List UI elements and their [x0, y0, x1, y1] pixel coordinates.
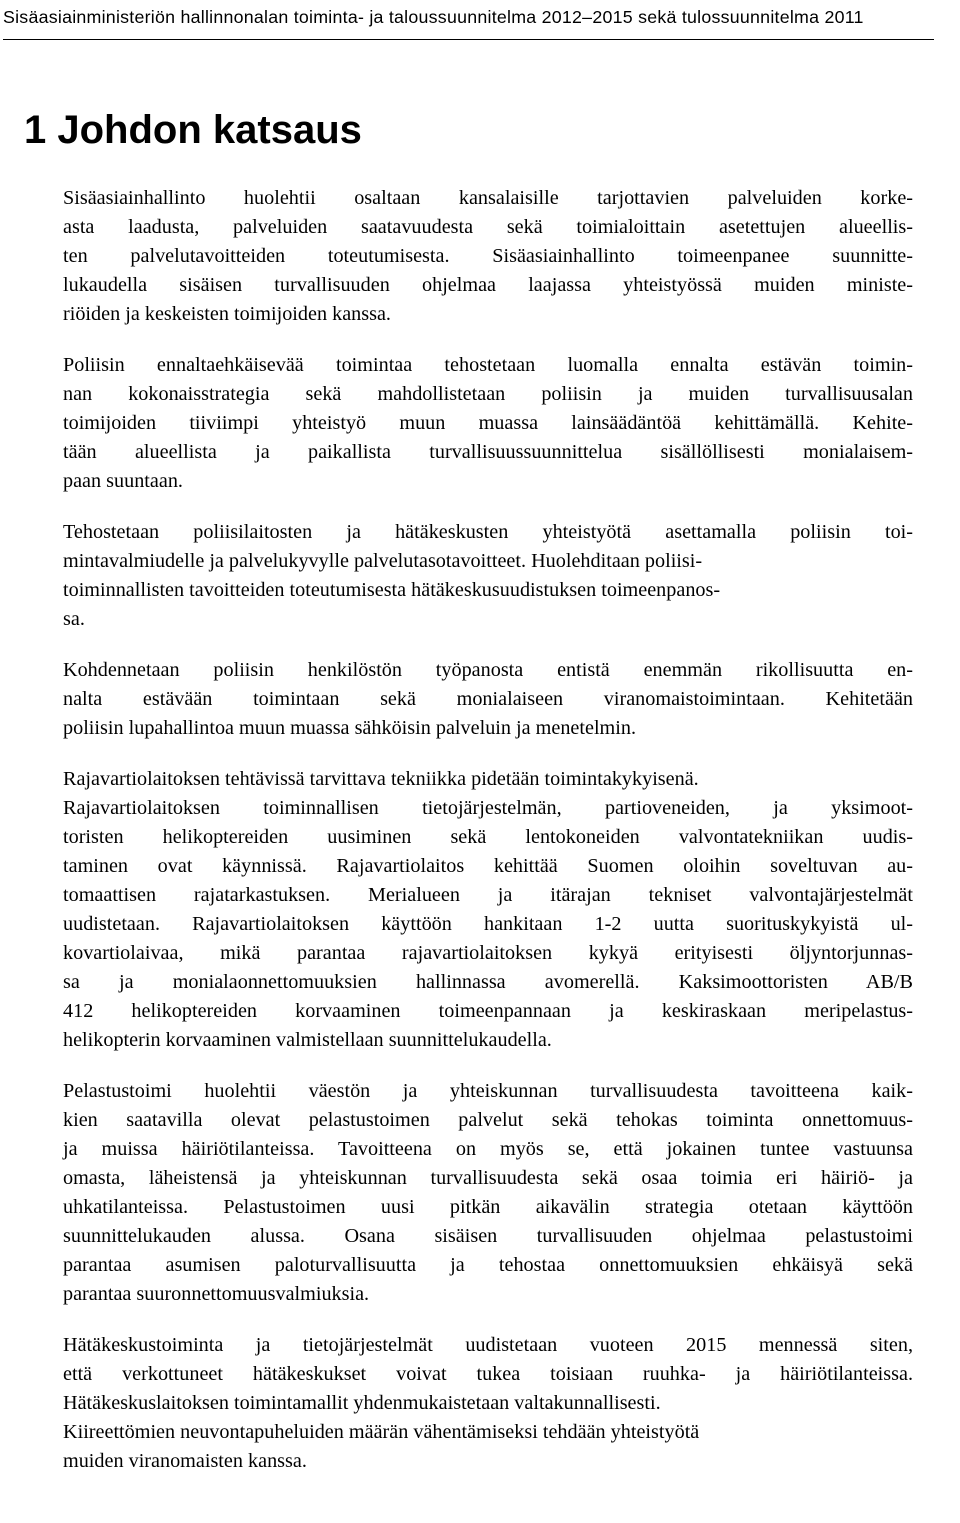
text-line: ten palvelutavoitteiden toteutumisesta. Sisäasiainhallinto toimeenpanee suunnitte- [63, 245, 913, 267]
text-line: paan suuntaan. [63, 470, 183, 492]
body-paragraph [63, 656, 913, 743]
text-line: omasta, läheistensä ja yhteiskunnan turvallisuudesta sekä osaa toimia eri häiriö- ja [63, 1167, 913, 1189]
text-line: Rajavartiolaitoksen tehtävissä tarvittava tekniikka pidetään toimintakykyisenä. [63, 768, 699, 790]
text-line: toimijoiden tiiviimpi yhteistyö muun muassa lainsäädäntöä kehittämällä. Kehite- [63, 412, 913, 434]
running-header: Sisäasiainministeriön hallinnonalan toiminta- ja taloussuunnitelma 2012–2015 sekä tulossuunnitelma 2011 [3, 7, 864, 27]
text-line: parantaa suuronnettomuusvalmiuksia. [63, 1283, 370, 1305]
text-line: poliisin lupahallintoa muun muassa sähköisin palveluin ja menetelmin. [63, 717, 637, 739]
body-paragraph [63, 518, 913, 634]
text-line: 412 helikoptereiden korvaaminen toimeenpannaan ja keskiraskaan meripelastus- [63, 1000, 913, 1022]
header-rule [3, 39, 934, 40]
text-line: Rajavartiolaitoksen toiminnallisen tietojärjestelmän, partioveneiden, ja yksimoot- [63, 797, 913, 819]
body-paragraph [63, 1331, 913, 1476]
text-line: tomaattisen rajatarkastuksen. Merialueen ja itärajan tekniset valvontajärjestelmät [63, 884, 913, 906]
text-line: mintavalmiudelle ja palvelukyvylle palvelutasotavoitteet. Huolehditaan poliisi- [63, 550, 703, 572]
body-paragraph [63, 1077, 913, 1309]
text-line: Hätäkeskustoiminta ja tietojärjestelmät uudistetaan vuoteen 2015 mennessä siten, [63, 1334, 913, 1356]
text-line: riöiden ja keskeisten toimijoiden kanssa. [63, 303, 391, 325]
text-line: taminen ovat käynnissä. Rajavartiolaitos kehittää Suomen oloihin soveltuvan au- [63, 855, 913, 877]
text-line: kovartiolaivaa, mikä parantaa rajavartiolaitoksen kykyä erityisesti öljyntorjunnas- [63, 942, 913, 964]
text-line: Tehostetaan poliisilaitosten ja hätäkeskusten yhteistyötä asettamalla poliisin toi- [63, 521, 913, 543]
body-paragraph [63, 765, 913, 1055]
text-line: nan kokonaisstrategia sekä mahdollistetaan poliisin ja muiden turvallisuusalan [63, 383, 913, 405]
text-line: sa. [63, 608, 85, 630]
text-line: että verkottuneet hätäkeskukset voivat tukea toisiaan ruuhka- ja häiriötilanteissa. [63, 1363, 913, 1385]
text-line: Sisäasiainhallinto huolehtii osaltaan kansalaisille tarjottavien palveluiden korke- [63, 187, 913, 209]
body-paragraph [63, 184, 913, 329]
text-line: lukaudella sisäisen turvallisuuden ohjelmaa laajassa yhteistyössä muiden ministe- [63, 274, 913, 296]
text-line: Kohdennetaan poliisin henkilöstön työpanosta entistä enemmän rikollisuutta en- [63, 659, 913, 681]
text-line: ja muissa häiriötilanteissa. Tavoitteena on myös se, että jokainen tuntee vastuunsa [63, 1138, 913, 1160]
text-line: Hätäkeskuslaitoksen toimintamallit yhdenmukaistetaan valtakunnallisesti. [63, 1392, 661, 1414]
text-line: toiminnallisten tavoitteiden toteutumisesta hätäkeskusuudistuksen toimeenpanos- [63, 579, 721, 601]
text-line: suunnittelukauden alussa. Osana sisäisen turvallisuuden ohjelmaa pelastustoimi [63, 1225, 913, 1247]
text-line: muiden viranomaisten kanssa. [63, 1450, 307, 1472]
body-paragraph [63, 351, 913, 496]
text-line: parantaa asumisen paloturvallisuutta ja tehostaa onnettomuuksien ehkäisyä sekä [63, 1254, 913, 1276]
chapter-title: 1 Johdon katsaus [24, 108, 362, 152]
text-line: nalta estävään toimintaan sekä monialaiseen viranomaistoimintaan. Kehitetään [63, 688, 913, 710]
text-line: sa ja monialaonnettomuuksien hallinnassa avomerellä. Kaksimoottoristen AB/B [63, 971, 913, 993]
body-text [63, 184, 913, 1498]
text-line: helikopterin korvaaminen valmistellaan suunnittelukaudella. [63, 1029, 552, 1051]
text-line: uudistetaan. Rajavartiolaitoksen käyttöön hankitaan 1-2 uutta suorituskykyistä ul- [63, 913, 913, 935]
text-line: tään alueellista ja paikallista turvallisuussuunnittelua sisällöllisesti monialaisem- [63, 441, 913, 463]
text-line: Kiireettömien neuvontapuheluiden määrän vähentämiseksi tehdään yhteistyötä [63, 1421, 700, 1443]
text-line: Pelastustoimi huolehtii väestön ja yhteiskunnan turvallisuudesta tavoitteena kaik- [63, 1080, 913, 1102]
text-line: kien saatavilla olevat pelastustoimen palvelut sekä tehokas toiminta onnettomuus- [63, 1109, 913, 1131]
text-line: uhkatilanteissa. Pelastustoimen uusi pitkän aikavälin strategia otetaan käyttöön [63, 1196, 913, 1218]
text-line: Poliisin ennaltaehkäisevää toimintaa tehostetaan luomalla ennalta estävän toimin- [63, 354, 913, 376]
text-line: toristen helikoptereiden uusiminen sekä lentokoneiden valvontatekniikan uudis- [63, 826, 913, 848]
text-line: asta laadusta, palveluiden saatavuudesta sekä toimialoittain asetettujen alueellis- [63, 216, 913, 238]
